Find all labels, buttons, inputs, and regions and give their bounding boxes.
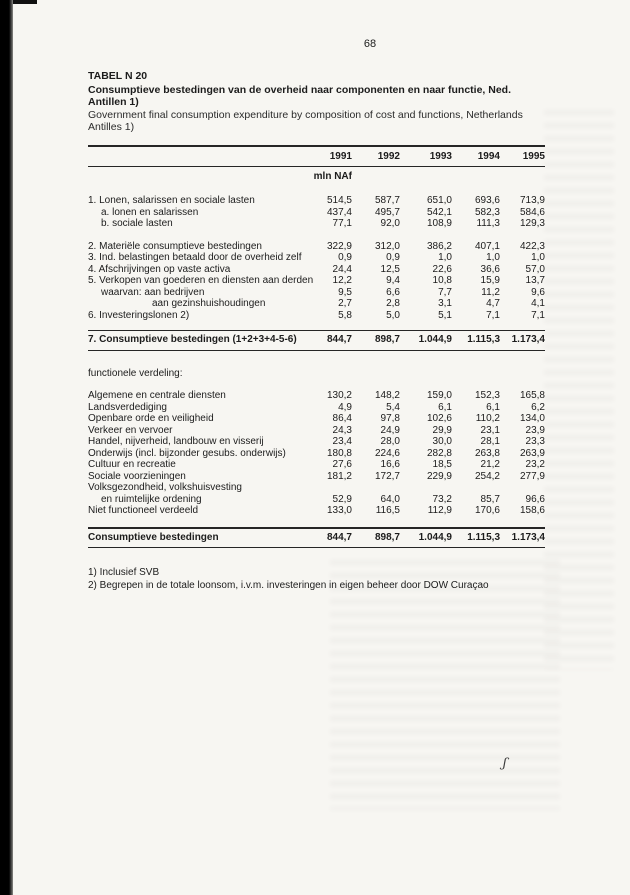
year-header-row — [88, 147, 545, 166]
cell-value: 165,8 — [519, 390, 545, 401]
cell-value: 108,9 — [426, 218, 452, 229]
cell-value: 11,2 — [481, 286, 500, 298]
cell-value: 1.173,4 — [511, 334, 545, 345]
cell-value: 18,5 — [432, 459, 452, 470]
footnote-1: 1) Inclusief SVB — [88, 567, 160, 578]
cell-value — [352, 482, 400, 494]
cell-value: 16,6 — [380, 459, 400, 470]
table-row — [88, 218, 545, 230]
cell-value: 158,6 — [519, 505, 545, 516]
cell-value: 9,6 — [531, 286, 545, 298]
row-label: Niet functioneel verdeeld — [88, 505, 199, 516]
cell-value: 282,8 — [426, 447, 452, 459]
unit-label: mln NAf — [313, 170, 352, 182]
final-total-block — [88, 527, 545, 549]
scan-edge-artifact — [13, 0, 37, 4]
year-row-spacer — [88, 151, 304, 163]
row-label: b. sociale lasten — [101, 218, 173, 229]
table-row — [88, 252, 545, 264]
cell-value: 159,0 — [426, 390, 452, 401]
cell-value: 898,7 — [374, 531, 400, 543]
cell-value: 23,9 — [525, 424, 545, 436]
cell-value: 30,0 — [432, 436, 452, 447]
row-label: aan gezinshuishoudingen — [152, 298, 266, 309]
table-row — [88, 505, 545, 517]
cell-value: 9,4 — [386, 275, 400, 286]
footnotes — [88, 566, 545, 592]
cell-value: 96,6 — [525, 493, 545, 505]
table-title-block — [88, 70, 545, 133]
cell-value: 97,8 — [380, 413, 400, 424]
year-column-header: 1993 — [429, 151, 452, 162]
functional-rows-group — [88, 390, 545, 517]
row-label: a. lonen en salarissen — [101, 206, 199, 218]
cell-value — [500, 482, 545, 494]
cell-value: 111,3 — [476, 218, 500, 229]
cell-value: 495,7 — [374, 206, 400, 218]
cell-value: 422,3 — [519, 240, 545, 252]
cell-value: 27,6 — [332, 459, 352, 470]
row-label: Cultuur en recreatie — [88, 459, 176, 470]
cell-value: 263,9 — [519, 447, 545, 459]
cell-value: 322,9 — [326, 240, 352, 252]
row-label: 2. Materiële consumptieve bestedingen — [88, 240, 262, 252]
cell-value: 36,6 — [480, 263, 500, 275]
table-row — [88, 471, 545, 483]
cell-value: 172,7 — [374, 470, 400, 482]
cell-value: 23,1 — [480, 424, 500, 436]
year-column-header: 1991 — [329, 151, 352, 162]
cell-value: 437,4 — [326, 206, 352, 218]
row-label: Onderwijs (incl. bijzonder gesubs. onderwijs) — [88, 447, 286, 459]
cell-value: 52,9 — [332, 493, 352, 505]
table-row — [88, 494, 545, 506]
cell-value: 13,7 — [525, 275, 545, 286]
cell-value: 713,9 — [519, 195, 545, 206]
cell-value: 15,9 — [480, 275, 500, 286]
cell-value: 24,4 — [332, 263, 352, 275]
cell-value: 12,2 — [332, 275, 352, 286]
total-row-block — [88, 330, 545, 351]
row-label: Sociale voorzieningen — [88, 470, 186, 482]
cell-value: 1,0 — [531, 252, 545, 263]
cell-value: 3,1 — [438, 298, 452, 309]
cell-value: 693,6 — [474, 195, 500, 206]
cell-value: 0,9 — [386, 252, 400, 263]
statistics-table — [88, 145, 545, 548]
row-label: Volksgezondheid, volkshuisvesting — [88, 482, 242, 493]
cell-value: 6,1 — [486, 401, 500, 413]
functional-section-heading: functionele verdeling: — [88, 367, 183, 379]
cell-value: 9,5 — [338, 286, 352, 298]
row-label: 6. Investeringslonen 2) — [88, 309, 190, 321]
table-row — [88, 195, 545, 207]
cell-value: 0,9 — [338, 252, 352, 263]
table-label: TABEL N 20 — [88, 70, 148, 82]
cell-value: 587,7 — [374, 195, 400, 206]
cell-value: 152,3 — [474, 390, 500, 401]
cell-value: 12,5 — [380, 263, 400, 275]
row-label: 3. Ind. belastingen betaald door de overheid zelf — [88, 252, 302, 263]
cell-value: 844,7 — [326, 531, 352, 543]
cell-value — [400, 482, 452, 494]
table-row — [88, 275, 545, 287]
cell-value: 28,0 — [380, 436, 400, 447]
cell-value: 1.115,3 — [467, 531, 500, 543]
cell-value: 28,1 — [480, 436, 500, 447]
cell-value: 133,0 — [326, 505, 352, 516]
cell-value: 112,9 — [427, 505, 452, 516]
year-column-header: 1994 — [477, 151, 500, 162]
cell-value: 130,2 — [326, 390, 352, 401]
cell-value: 85,7 — [480, 493, 500, 505]
cell-value: 6,1 — [438, 401, 452, 413]
cell-value: 6,6 — [386, 286, 400, 298]
cell-value: 92,0 — [380, 218, 400, 229]
page-showthrough-texture — [544, 110, 614, 670]
table-row — [88, 413, 545, 425]
cell-value: 5,8 — [338, 309, 352, 321]
cell-value: 181,2 — [326, 470, 352, 482]
cell-value: 582,3 — [474, 206, 500, 218]
cell-value: 4,9 — [338, 401, 352, 413]
cell-value: 584,6 — [519, 206, 545, 218]
footnote-2: 2) Begrepen in de totale loonsom, i.v.m. investeringen in eigen beheer door DOW Curaçao — [88, 580, 489, 591]
table-row — [88, 459, 545, 471]
cell-value: 1,0 — [438, 252, 452, 263]
total-row-bottom-rule — [88, 350, 545, 351]
cell-value: 2,8 — [386, 298, 400, 309]
cell-value: 5,0 — [386, 309, 400, 321]
cell-value: 24,9 — [380, 424, 400, 436]
page-showthrough-texture — [330, 560, 560, 810]
cell-value: 24,3 — [332, 424, 352, 436]
unit-row — [88, 167, 545, 185]
cell-value: 5,1 — [438, 309, 452, 321]
cell-value: 224,6 — [374, 447, 400, 459]
cell-value: 22,6 — [432, 263, 452, 275]
table-row — [88, 264, 545, 276]
table-row — [88, 310, 545, 322]
cell-value: 1.173,4 — [511, 531, 545, 543]
cell-value: 2,7 — [338, 298, 352, 309]
page-content — [88, 70, 545, 592]
row-label: Verkeer en vervoer — [88, 424, 173, 436]
cell-value: 254,2 — [474, 470, 500, 482]
cell-value: 102,6 — [426, 413, 452, 424]
cell-value — [452, 482, 500, 494]
cell-value: 21,2 — [480, 459, 500, 470]
cell-value: 1.115,3 — [467, 334, 500, 345]
cell-value: 898,7 — [374, 334, 400, 345]
cell-value: 23,2 — [525, 459, 545, 470]
cell-value: 116,5 — [375, 505, 400, 516]
cell-value: 110,2 — [475, 413, 500, 424]
stray-pen-mark: ʃ — [501, 755, 508, 772]
cell-value: 7,1 — [486, 309, 500, 321]
table-row — [88, 425, 545, 437]
cell-value: 277,9 — [519, 470, 545, 482]
row-label: Openbare orde en veiligheid — [88, 413, 214, 424]
cell-value: 23,3 — [525, 436, 545, 447]
row-label: Handel, nijverheid, landbouw en visserij — [88, 436, 264, 447]
cell-value: 1.044,9 — [418, 531, 452, 543]
page-number: 68 — [363, 38, 377, 50]
cell-value: 407,1 — [474, 240, 500, 252]
total-row-label: 7. Consumptieve bestedingen (1+2+3+4-5-6) — [88, 334, 297, 345]
cell-value: 4,7 — [486, 298, 500, 309]
row-label: Algemene en centrale diensten — [88, 390, 226, 401]
cell-value: 386,2 — [426, 240, 452, 252]
table-row — [88, 402, 545, 414]
cell-value: 10,8 — [432, 275, 452, 286]
table-title-english: Government final consumption expenditure by composition of cost and functions, Netherlands Antilles 1) — [88, 109, 523, 133]
year-column-header: 1995 — [522, 151, 545, 162]
table-row — [88, 207, 545, 219]
cell-value: 7,7 — [438, 286, 452, 298]
cell-value: 6,2 — [531, 401, 545, 413]
cell-value: 73,2 — [432, 493, 452, 505]
cell-value: 86,4 — [332, 413, 352, 424]
cell-value: 5,4 — [386, 401, 400, 413]
cell-value: 542,1 — [426, 206, 452, 218]
cell-value: 23,4 — [332, 436, 352, 447]
cell-value: 170,6 — [474, 505, 500, 516]
row-label: 1. Lonen, salarissen en sociale lasten — [88, 195, 255, 206]
cell-value: 7,1 — [531, 309, 545, 321]
table-row — [88, 448, 545, 460]
final-row-bottom-rule — [88, 547, 545, 548]
cell-value: 180,8 — [326, 447, 352, 459]
table-row — [88, 287, 545, 299]
row-label: 5. Verkopen van goederen en diensten aan derden — [88, 275, 314, 286]
table-row — [88, 482, 545, 494]
final-row-label: Consumptieve bestedingen — [88, 531, 219, 543]
cell-value: 4,1 — [531, 298, 545, 309]
table-row — [88, 436, 545, 448]
cell-value: 1,0 — [486, 252, 500, 263]
table-title-dutch: Consumptieve bestedingen van de overheid naar componenten en naar functie, Ned. Antillen 1) — [88, 84, 512, 108]
row-label: Landsverdediging — [88, 401, 167, 413]
table-row — [88, 298, 545, 310]
component-rows-group-1 — [88, 195, 545, 230]
cell-value: 29,9 — [432, 424, 452, 436]
total-row — [88, 331, 545, 350]
cell-value: 64,0 — [380, 493, 400, 505]
cell-value — [304, 482, 352, 494]
cell-value: 77,1 — [332, 218, 352, 229]
cell-value: 148,2 — [374, 390, 400, 401]
final-total-row — [88, 529, 545, 548]
cell-value: 312,0 — [374, 240, 400, 252]
cell-value: 514,5 — [326, 195, 352, 206]
cell-value: 57,0 — [525, 263, 545, 275]
cell-value: 1.044,9 — [418, 334, 452, 345]
year-column-header: 1992 — [377, 151, 400, 162]
table-row — [88, 241, 545, 253]
cell-value: 134,0 — [519, 413, 545, 424]
cell-value: 651,0 — [426, 195, 452, 206]
table-row — [88, 390, 545, 402]
cell-value: 229,9 — [426, 470, 452, 482]
cell-value: 263,8 — [474, 447, 500, 459]
cell-value: 129,3 — [519, 218, 545, 229]
component-rows-group-2 — [88, 241, 545, 322]
row-label: 4. Afschrijvingen op vaste activa — [88, 263, 231, 275]
book-binding-shadow — [0, 0, 13, 895]
unit-row-spacer — [88, 171, 304, 183]
cell-value: 844,7 — [326, 334, 352, 345]
row-label: en ruimtelijke ordening — [101, 493, 202, 505]
row-label: waarvan: aan bedrijven — [101, 286, 205, 298]
